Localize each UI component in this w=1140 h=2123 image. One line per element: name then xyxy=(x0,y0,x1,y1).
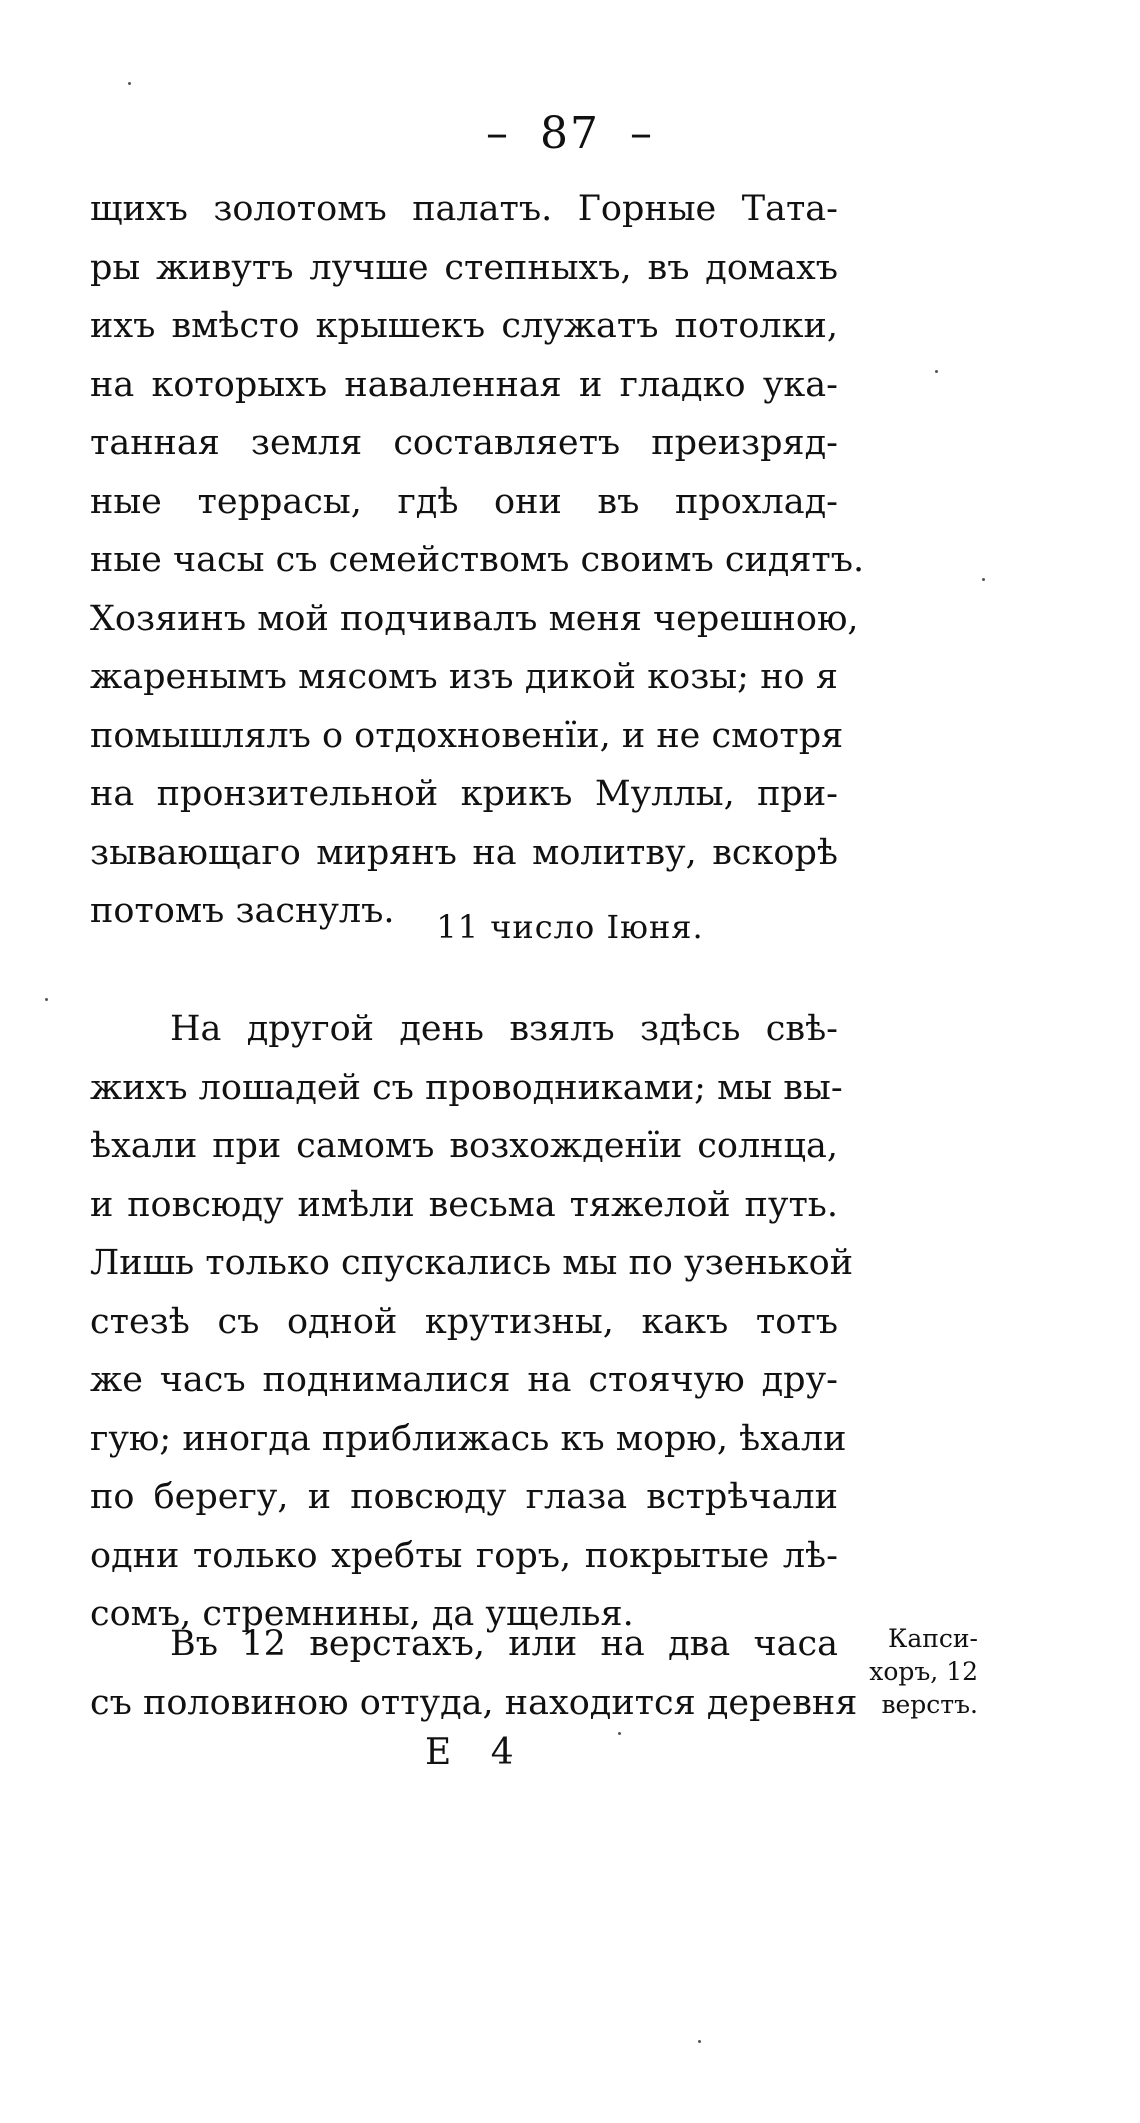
text-line: одни только хребты горъ, покрытые лѣ- xyxy=(90,1535,838,1576)
text-line: и повсюду имѣли весьма тяжелой путь. xyxy=(90,1184,838,1225)
text-line: на которыхъ наваленная и гладко ука- xyxy=(90,364,838,405)
text-line: жихъ лошадей съ проводниками; мы вы- xyxy=(90,1067,843,1108)
text-line: зывающаго мирянъ на молитву, вскорѣ xyxy=(90,832,838,873)
paper-speck xyxy=(128,82,131,85)
page-number: 87 xyxy=(540,108,600,159)
section-heading: 11 число Iюня. xyxy=(436,908,704,946)
page-header xyxy=(0,108,1140,159)
text-line: Лишь только спускались мы по узенькой xyxy=(90,1243,854,1283)
text-line: танная земля составляетъ преизряд- xyxy=(90,423,838,463)
paper-speck xyxy=(618,1732,621,1735)
paper-speck xyxy=(982,578,985,581)
text-line: жаренымъ мясомъ изъ дикой козы; но я xyxy=(90,657,838,697)
text-line: потомъ заснулъ. xyxy=(90,891,395,931)
signature-mark: E 4 xyxy=(425,1732,528,1773)
header-dash-right: – xyxy=(630,108,654,159)
text-line: съ половиною оттуда, находится деревня xyxy=(90,1682,858,1723)
text-line: На другой день взялъ здѣсь свѣ- xyxy=(170,1009,838,1049)
margin-note-line: верстъ. xyxy=(881,1690,978,1719)
text-line: ные террасы, гдѣ они въ прохлад- xyxy=(90,481,838,522)
text-line: ры живутъ лучше степныхъ, въ домахъ xyxy=(90,247,838,288)
text-line: щихъ золотомъ палатъ. Горные Тата- xyxy=(90,189,838,229)
margin-note-line: Капси- xyxy=(887,1624,978,1653)
paragraph-village xyxy=(90,1615,858,1732)
text-line: ѣхали при самомъ возхожденïи солнца, xyxy=(90,1126,838,1166)
text-line: сомъ, стремнины, да ущелья. xyxy=(90,1594,634,1634)
margin-note-line: хоръ, 12 xyxy=(869,1657,978,1686)
paper-speck xyxy=(698,2040,701,2043)
text-line: же часъ поднималися на стоячую дру- xyxy=(90,1360,838,1400)
text-line: помышлялъ о отдохновенïи, и не смотря xyxy=(90,715,844,756)
text-line: гую; иногда приближась къ морю, ѣхали xyxy=(90,1418,847,1459)
text-line: стезѣ съ одной крутизны, какъ тотъ xyxy=(90,1301,838,1342)
text-line: по берегу, и повсюду глаза встрѣчали xyxy=(90,1477,838,1517)
text-line: ные часы съ семействомъ своимъ сидятъ. xyxy=(90,540,865,580)
text-line: на пронзительной крикъ Муллы, при- xyxy=(90,774,838,814)
text-line: ихъ вмѣсто крышекъ служатъ потолки, xyxy=(90,306,838,346)
margin-note xyxy=(848,1622,978,1721)
header-dash-left: – xyxy=(486,108,510,159)
text-line: Въ 12 верстахъ, или на два часа xyxy=(170,1624,838,1664)
paragraph-continued xyxy=(90,180,865,941)
paragraph-journey xyxy=(90,1000,854,1644)
paper-speck xyxy=(45,998,48,1001)
paper-speck xyxy=(935,370,938,373)
text-line: Хозяинъ мой подчивалъ меня черешною, xyxy=(90,598,859,639)
